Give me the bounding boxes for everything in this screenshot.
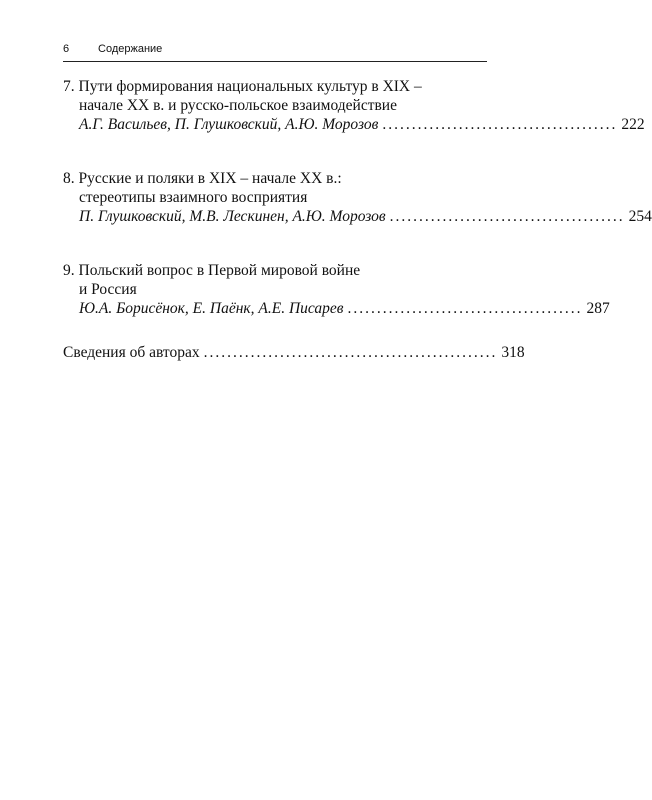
about-authors-page: 318	[501, 344, 525, 361]
chapter-page: 254	[628, 208, 652, 225]
dot-leader: ..................................................	[203, 344, 498, 361]
page-number: 6	[63, 43, 70, 55]
chapter-authors: Ю.А. Борисёнок, Е. Паёнк, А.Е. Писарев	[79, 300, 344, 317]
chapter-title-line: стереотипы взаимного восприятия	[79, 189, 308, 206]
chapter-page: 287	[586, 300, 610, 317]
chapter-authors-line	[63, 207, 652, 226]
running-head	[63, 41, 487, 59]
header-rule	[63, 61, 487, 62]
about-authors-title: Сведения об авторах	[63, 344, 200, 361]
dot-leader: ........................................	[347, 300, 583, 317]
chapter-page: 222	[621, 116, 645, 133]
chapter-title-line: 8. Русские и поляки в XIX – начале XX в.:	[63, 170, 342, 187]
chapter-title-line: и Россия	[79, 281, 137, 298]
chapter-title-line: 9. Польский вопрос в Первой мировой войне	[63, 262, 361, 279]
chapter-authors-line	[63, 115, 645, 134]
toc-entry-7[interactable]	[63, 77, 645, 134]
toc-entry-about-authors[interactable]	[63, 343, 525, 362]
toc-entry-9[interactable]	[63, 261, 610, 318]
running-head-title: Содержание	[98, 43, 163, 55]
chapter-title-line: 7. Пути формирования национальных культур в XIX –	[63, 78, 422, 95]
table-of-contents	[63, 77, 652, 362]
toc-entry-8[interactable]	[63, 169, 652, 226]
dot-leader: ........................................	[382, 116, 618, 133]
dot-leader: ........................................	[389, 208, 625, 225]
chapter-authors: П. Глушковский, М.В. Лескинен, А.Ю. Морозов	[79, 208, 386, 225]
chapter-title-line: начале XX в. и русско-польское взаимодействие	[79, 97, 397, 114]
chapter-authors: А.Г. Васильев, П. Глушковский, А.Ю. Морозов	[79, 116, 379, 133]
chapter-authors-line	[63, 299, 610, 318]
